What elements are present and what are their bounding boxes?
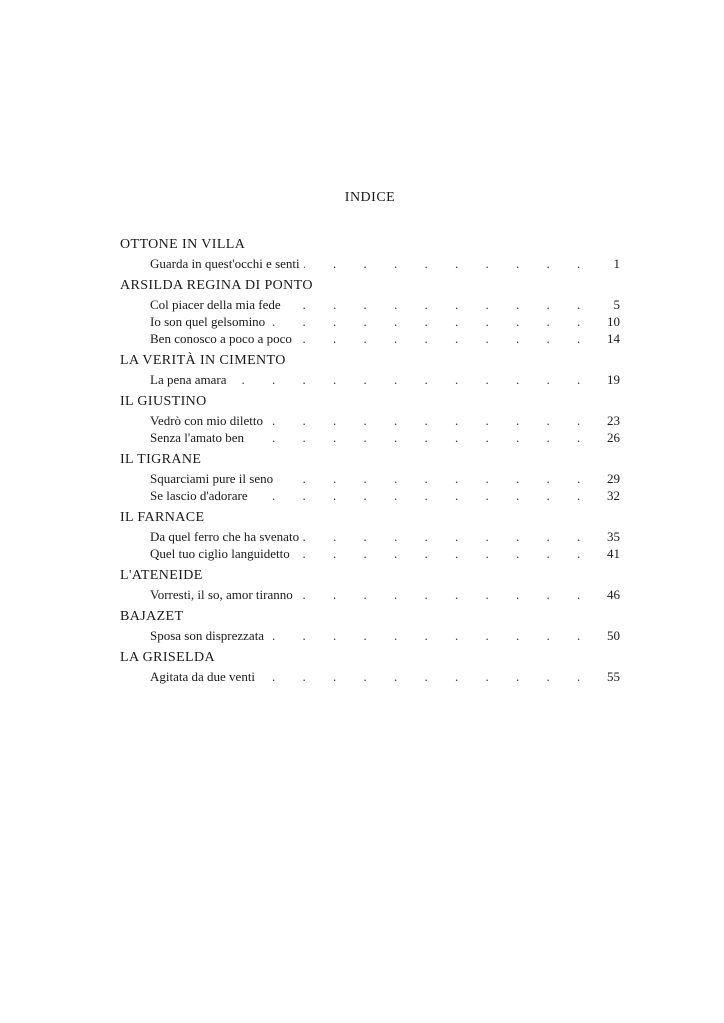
toc-entry: [120, 296, 620, 313]
aria-title: Se lascio d'adorare: [150, 487, 252, 504]
page-number: 14: [601, 330, 620, 347]
page-number: 35: [601, 528, 620, 545]
page-number: 19: [601, 371, 620, 388]
toc-entry: [120, 528, 620, 545]
opera-title: L'ATENEIDE: [120, 568, 203, 583]
page-title: INDICE: [344, 190, 396, 205]
opera-title: OTTONE IN VILLA: [120, 237, 246, 252]
aria-title: Senza l'amato ben: [150, 429, 248, 446]
toc-entry: [120, 470, 620, 487]
toc-section: [120, 567, 620, 603]
toc-section: [120, 649, 620, 685]
page-number: 10: [601, 313, 620, 330]
page-number: 26: [601, 429, 620, 446]
page-number: 50: [601, 627, 620, 644]
toc-entry: [120, 487, 620, 504]
toc-section: [120, 509, 620, 562]
aria-title: Agitata da due venti: [150, 668, 259, 685]
page-number: 46: [601, 586, 620, 603]
opera-title: IL TIGRANE: [120, 452, 202, 467]
toc-section: [120, 352, 620, 388]
opera-title: LA GRISELDA: [120, 650, 216, 665]
toc-entry: [120, 313, 620, 330]
toc-section: [120, 608, 620, 644]
aria-title: Squarciami pure il seno: [150, 470, 277, 487]
aria-title: Vorresti, il so, amor tiranno: [150, 586, 297, 603]
opera-title: IL GIUSTINO: [120, 394, 207, 409]
aria-title: La pena amara: [150, 371, 231, 388]
page-number: 5: [601, 296, 620, 313]
toc-entry: [120, 330, 620, 347]
toc-entry: [120, 545, 620, 562]
opera-title: LA VERITÀ IN CIMENTO: [120, 353, 286, 368]
page-number: 23: [601, 412, 620, 429]
aria-title: Ben conosco a poco a poco: [150, 330, 296, 347]
aria-title: Sposa son disprezzata: [150, 627, 268, 644]
page-number: 32: [601, 487, 620, 504]
toc-section: [120, 277, 620, 347]
aria-title: Col piacer della mia fede: [150, 296, 285, 313]
toc-section: [120, 393, 620, 446]
toc-entry: [120, 429, 620, 446]
table-of-contents: [120, 236, 620, 690]
toc-entry: [120, 668, 620, 685]
page-number: 29: [601, 470, 620, 487]
aria-title: Vedrò con mio diletto: [150, 412, 267, 429]
page-number: 55: [601, 668, 620, 685]
toc-section: [120, 451, 620, 504]
toc-entry: [120, 586, 620, 603]
opera-title: IL FARNACE: [120, 510, 205, 525]
aria-title: Da quel ferro che ha svenato: [150, 528, 303, 545]
page-number: 41: [601, 545, 620, 562]
aria-title: Io son quel gelsomino: [150, 313, 269, 330]
toc-entry: [120, 371, 620, 388]
toc-entry: [120, 627, 620, 644]
toc-entry: [120, 412, 620, 429]
toc-entry: [120, 255, 620, 272]
page-number: 1: [601, 255, 620, 272]
aria-title: Guarda in quest'occhi e senti: [150, 255, 304, 272]
toc-section: [120, 236, 620, 272]
opera-title: ARSILDA REGINA DI PONTO: [120, 278, 313, 293]
opera-title: BAJAZET: [120, 609, 184, 624]
aria-title: Quel tuo ciglio languidetto: [150, 545, 294, 562]
